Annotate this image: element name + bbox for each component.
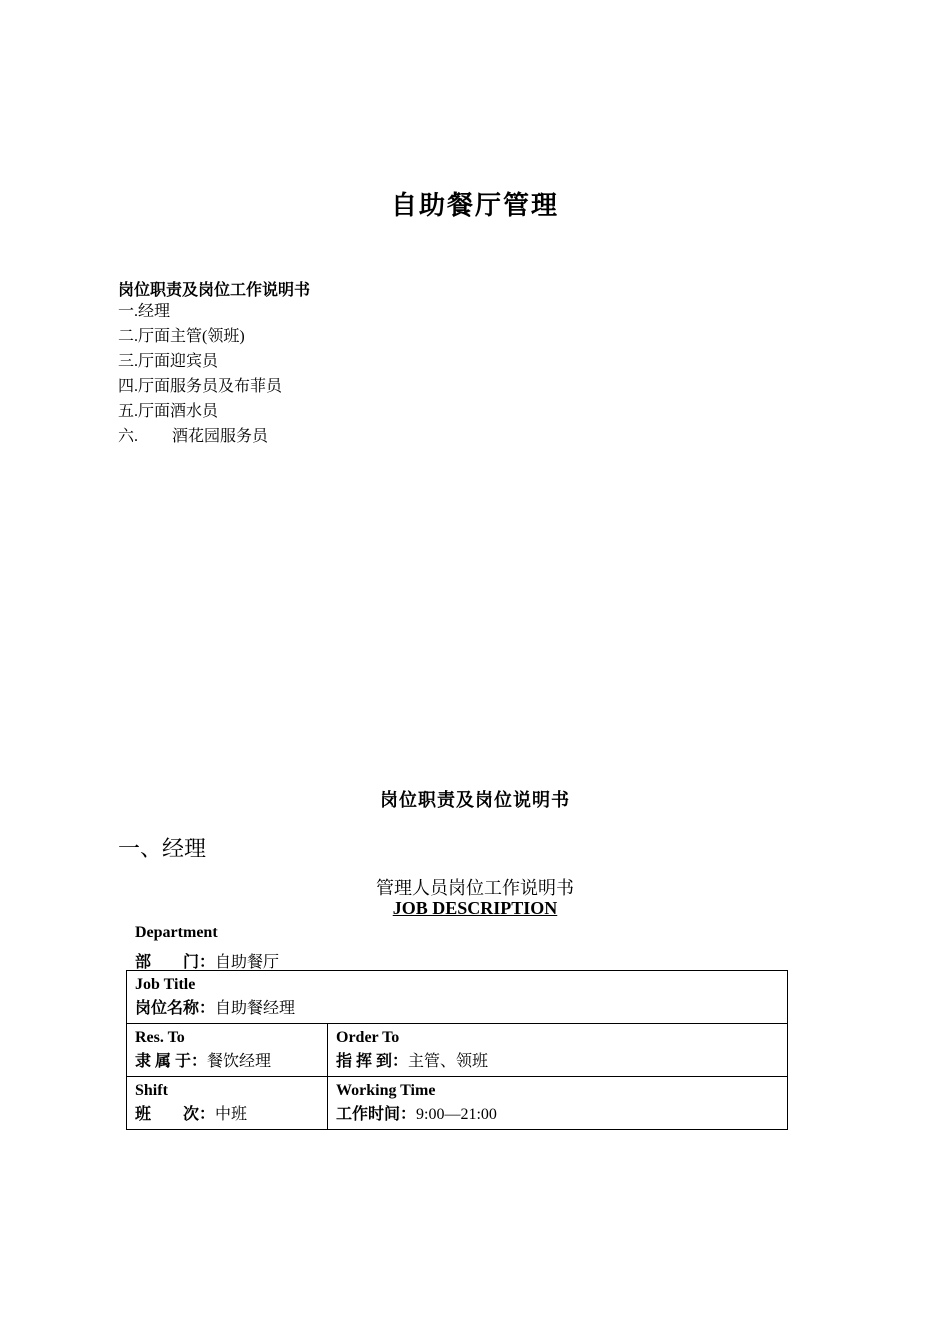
res-to-label-cn: 隶 属 于： [135,1053,208,1070]
sub-heading: 一、经理 [118,836,207,861]
toc-list [118,302,282,452]
toc-item-label: 厅面服务员及布菲员 [138,378,283,395]
toc-item [118,327,282,352]
toc-item-number: 五. [118,403,139,420]
toc-item [118,427,282,452]
toc-item-label: 酒花园服务员 [172,428,269,445]
department-value: 自助餐厅 [215,954,280,971]
department-label-en: Department [135,924,218,941]
res-to-cell [127,1024,328,1077]
table-row [127,1024,788,1077]
job-title-label-en: Job Title [135,976,196,993]
toc-item-label: 经理 [138,303,171,320]
res-to-label-en: Res. To [135,1029,185,1046]
toc-item-label: 厅面主管(领班) [138,328,245,345]
shift-value: 中班 [215,1106,248,1123]
order-to-label-cn: 指 挥 到： [336,1053,409,1070]
table-row [127,971,788,1024]
toc-item [118,377,282,402]
toc-heading: 岗位职责及岗位工作说明书 [118,282,311,299]
toc-item [118,402,282,427]
working-time-cell [328,1077,788,1130]
toc-item-number: 六. [118,428,139,445]
order-to-cell [328,1024,788,1077]
job-title-cell [127,971,788,1024]
shift-cell [127,1077,328,1130]
shift-label-en: Shift [135,1082,168,1099]
toc-item-number: 三. [118,353,139,370]
order-to-label-en: Order To [336,1029,400,1046]
job-title-label-cn: 岗位名称： [135,1000,216,1017]
toc-item-number: 二. [118,328,139,345]
job-description-title-en: JOB DESCRIPTION [392,898,558,918]
department-label-cn: 部 门： [135,954,216,971]
job-description-title-cn: 管理人员岗位工作说明书 [376,878,574,898]
shift-label-cn: 班 次： [135,1106,216,1123]
res-to-value: 餐饮经理 [207,1053,272,1070]
working-time-label-cn: 工作时间： [336,1106,417,1123]
job-info-table [126,970,788,1130]
job-title-value: 自助餐经理 [215,1000,296,1017]
working-time-value: 9:00—21:00 [416,1106,497,1123]
toc-item [118,302,282,327]
toc-item-number: 一. [118,303,139,320]
working-time-label-en: Working Time [336,1082,436,1099]
department-field [135,949,279,972]
toc-item [118,352,282,377]
order-to-value: 主管、领班 [408,1053,489,1070]
document-title: 自助餐厅管理 [390,191,559,221]
toc-item-label: 厅面酒水员 [138,403,219,420]
toc-item-number: 四. [118,378,139,395]
table-row [127,1077,788,1130]
toc-item-label: 厅面迎宾员 [138,353,219,370]
section-title: 岗位职责及岗位说明书 [380,790,570,811]
